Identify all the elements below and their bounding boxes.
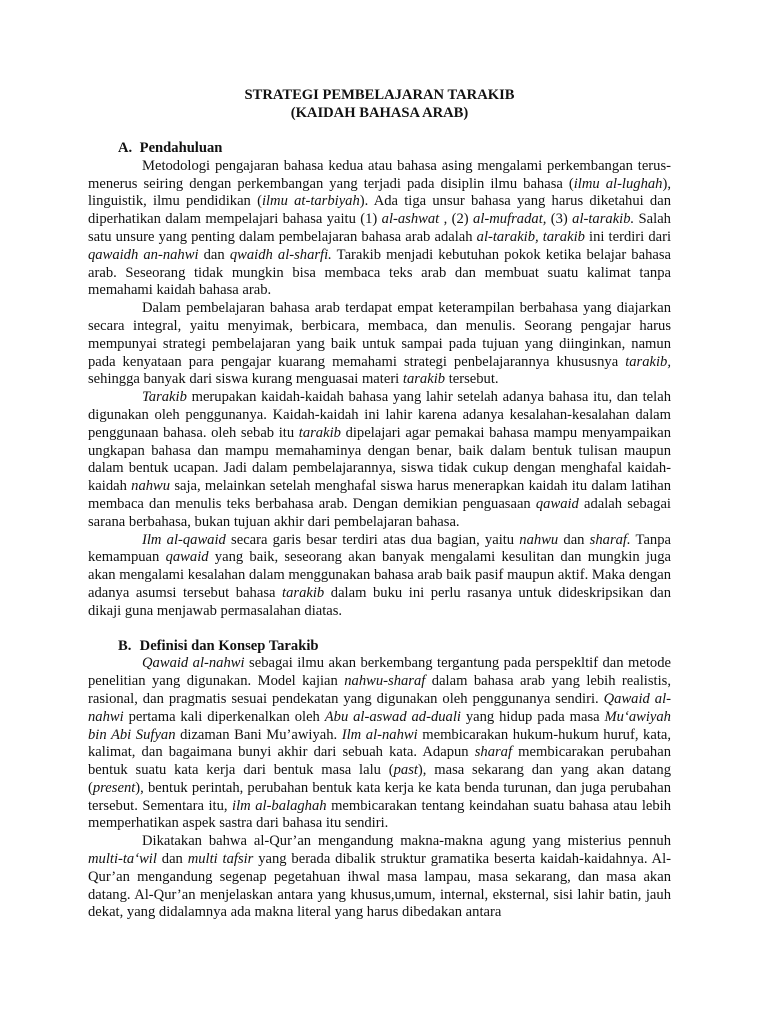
- italic-text: Abu al-aswad ad-duali: [324, 708, 461, 725]
- text-run: dan: [156, 851, 188, 868]
- italic-text: sharaf: [474, 744, 513, 761]
- document-title-line-1: STRATEGI PEMBELAJARAN TARAKIB: [244, 87, 515, 103]
- text-run: dizaman Bani Mu’awiyah.: [175, 726, 342, 743]
- text-run: sehingga banyak dari siswa kurang menguasai materi: [88, 371, 403, 388]
- text-run: yang baik, seseorang akan banyak mengalami kesulitan dan mungkin juga akan mengalami kesalahan dalam menggunakan bahasa arab baik pasif maupun aktif. Maka dengan adanya asumsi tersebut bahasa: [88, 549, 671, 601]
- text-run: secara garis besar terdiri atas dua bagian, yaitu: [225, 531, 520, 548]
- text-run: membicarakan perubahan bentuk suatu kata kerja dari bentuk masa lalu (: [88, 744, 671, 779]
- section-title: Definisi dan Konsep Tarakib: [139, 637, 319, 654]
- text-run: adalah sebagai sarana berbahasa, bukan tujuan akhir dari pembelajaran bahasa.: [88, 495, 671, 530]
- italic-text: tarakib,: [625, 353, 671, 370]
- section-heading: [88, 638, 671, 656]
- paragraph: [88, 389, 671, 531]
- text-run: yang hidup pada masa: [460, 708, 605, 725]
- italic-text: tarakib: [298, 424, 341, 441]
- italic-text: nahwu-sharaf: [344, 673, 426, 690]
- text-run: Salah satu unsure yang penting dalam pembelajaran bahasa arab adalah: [88, 211, 671, 245]
- italic-text: al-mufradat,: [473, 211, 547, 228]
- italic-text: multi tafsir: [187, 851, 254, 868]
- section-title: Pendahuluan: [139, 140, 223, 156]
- text-run: ini terdiri dari: [584, 228, 672, 245]
- text-run: dalam bahasa arab yang lebih realistis, rasional, dan pragmatis sesuai pendekatan yang digunakan oleh penggunanya sendiri.: [88, 673, 671, 707]
- paragraph: [88, 158, 671, 300]
- italic-text: present: [92, 779, 136, 796]
- italic-text: Ilm al-qawaid: [142, 531, 226, 548]
- text-run: dipelajari agar pemakai bahasa mampu menyampaikan ungkapan bahasa dan mampu memahaminya dengan benar, baik dalam bentuk tulisan maupun dalam bentuk ucapan. Jadi dalam pembelajarannya, siswa tidak cukup dengan menghafal kaidah-kaidah: [88, 424, 672, 495]
- italic-text: qawaid: [535, 495, 579, 512]
- text-run: dan: [198, 246, 230, 263]
- text-run: ). Ada tiga unsur bahasa yang harus diketahui dan diperhatikan dalam mempelajari bahasa yaitu (1): [88, 193, 671, 228]
- italic-text: past: [393, 762, 418, 779]
- text-run: sebagai ilmu akan berkembang tergantung pada perspekltif dan metode penelitian yang digunakan. Model kajian: [88, 655, 671, 690]
- document-title-line-2: (KAIDAH BAHASA ARAB): [290, 105, 469, 121]
- text-run: Tarakib menjadi kebutuhan pokok ketika belajar bahasa arab. Seseorang tidak mungkin bisa membaca teks arab dan membuat suatu kalimat tanpa memahami kaidah bahasa arab.: [88, 246, 672, 299]
- section-a: [88, 140, 671, 621]
- italic-text: multi-ta‘wil: [88, 851, 157, 868]
- text-run: Dalam pembelajaran bahasa arab terdapat empat keterampilan berbahasa yang diajarkan secara integral, yaitu menyimak, berbicara, membaca, dan menulis. Seorang pengajar harus mempunyai strategi pembelajaran yang baik untuk sampai pada tujuan yang diinginkan, namun pada kenyataan para pengajar kuarang memahami strategi penbelajarannya khususnya: [88, 300, 671, 370]
- italic-text: Ilm al-nahwi: [341, 726, 418, 743]
- italic-text: tarakib: [282, 584, 325, 601]
- document-body: [88, 86, 671, 922]
- text-run: membicarakan hukum-hukum huruf, kata, kalimat, dan bagaimana bunyi akhir dari sebuah kata. Adapun: [88, 726, 672, 761]
- text-run: yang berada dibalik struktur gramatika beserta kaidah-kaidahnya. Al-Qur’an mengandung segenap pegetahuan ihwal masa lampau, masa sekarang, dan masa akan datang. Al-Qur’an menjelaskan antara yang khusus,umum, internal, eksternal, sisi lahir batin, jauh dekat, yang didalamnya ada makna literal yang harus dibedakan antara: [88, 851, 671, 921]
- section-heading: [88, 140, 671, 158]
- italic-text: Tarakib: [142, 389, 187, 406]
- text-run: ), masa sekarang dan yang akan datang (: [88, 762, 672, 796]
- text-run: , (2): [439, 211, 474, 228]
- italic-text: nahwu: [519, 531, 559, 548]
- text-run: ), bentuk perintah, perubahan bentuk kata kerja ke kata benda turunan, dan juga perubahan tersebut. Sementara itu,: [88, 779, 671, 814]
- italic-text: nahwu: [131, 478, 171, 495]
- italic-text: Qawaid al-nahwi: [142, 655, 245, 672]
- text-run: merupakan kaidah-kaidah bahasa yang lahir setelah adanya bahasa itu, dan telah digunakan oleh penggunanya. Kaidah-kaidah ini lahir karena adanya kesalahan-kesalahan dalam penggunaan bahasa. oleh sebab itu: [88, 389, 671, 441]
- paragraph: [88, 532, 671, 621]
- text-run: saja, melainkan setelah menghafal siswa harus menerapkan kaidah itu dalam latihan membaca dan menulis teks berbahasa arab. Dengan demikian penguasaan: [88, 478, 671, 512]
- section-b: [88, 638, 671, 923]
- paragraph: [88, 655, 671, 833]
- text-run: membicarakan tentang keindahan suatu bahasa atau lebih memperhatikan aspek sastra dari bahasa itu sendiri.: [88, 797, 671, 832]
- text-run: Dikatakan bahwa al-Qur’an mengandung makna-makna agung yang misterius pennuh: [142, 833, 671, 850]
- section-number: A.: [118, 140, 133, 156]
- italic-text: ilm al-balaghah: [232, 797, 327, 814]
- text-run: tersebut.: [445, 371, 499, 388]
- italic-text: al-ashwat: [381, 211, 440, 228]
- text-run: Metodologi pengajaran bahasa kedua atau bahasa asing mengalami perkembangan terus-menerus seiring dengan perkembangan yang terjadi pada disiplin ilmu bahasa (: [88, 157, 671, 192]
- text-run: ), linguistik, ilmu pendidikan (: [88, 175, 671, 210]
- text-run: pertama kali diperkenalkan oleh: [123, 708, 325, 725]
- italic-text: qawaid: [165, 549, 209, 566]
- italic-text: ilmu at-tarbiyah: [261, 193, 360, 210]
- italic-text: tarakib: [402, 371, 446, 388]
- italic-text: ilmu al-lughah: [573, 175, 663, 192]
- italic-text: qwaidh al-sharfi.: [229, 246, 332, 263]
- text-run: dalam buku ini perlu rasanya untuk dideskripsikan dan dikaji guna menjawab permasalahan diatas.: [88, 584, 672, 619]
- text-run: Tanpa kemampuan: [88, 531, 671, 566]
- paragraph: [88, 300, 671, 389]
- italic-text: al-tarakib, tarakib: [476, 228, 585, 245]
- paragraph: [88, 833, 671, 922]
- italic-text: Qawaid al-nahwi: [88, 690, 671, 725]
- italic-text: Mu‘awiyah bin Abi Sufyan: [88, 708, 671, 743]
- italic-text: qawaidh an-nahwi: [88, 246, 199, 263]
- text-run: dan: [558, 531, 590, 548]
- italic-text: al-tarakib.: [572, 211, 635, 228]
- text-run: (3): [546, 211, 573, 228]
- italic-text: sharaf.: [589, 531, 631, 548]
- section-number: B.: [118, 637, 132, 654]
